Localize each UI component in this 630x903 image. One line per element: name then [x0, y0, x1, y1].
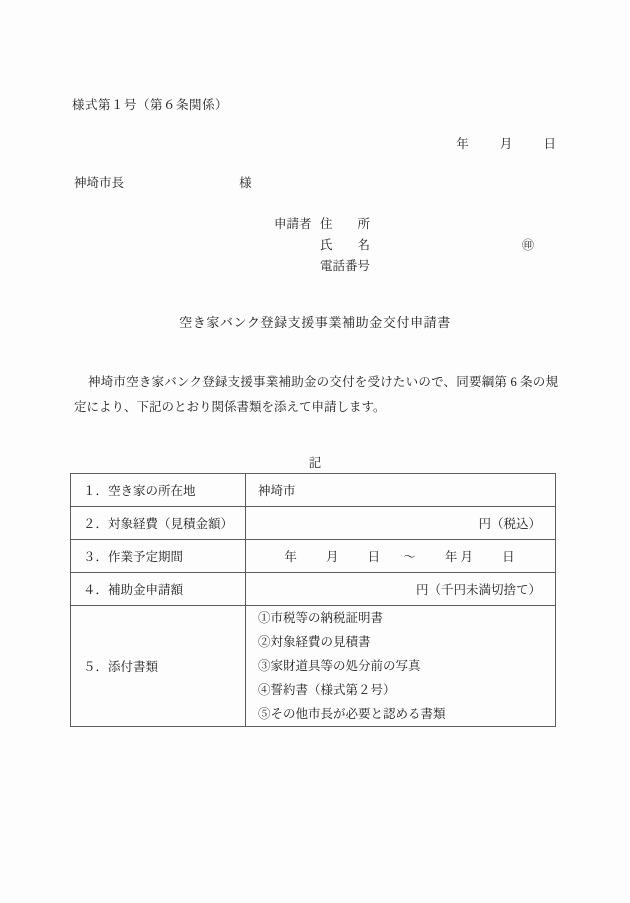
row-value-attachments — [246, 606, 556, 727]
row-value-target-cost[interactable]: 円（税込） — [246, 507, 556, 540]
table-row — [71, 540, 556, 573]
attachment-list — [258, 606, 541, 726]
list-item: ①市税等の納税証明書 — [258, 611, 384, 625]
list-item: ④誓約書（様式第２号） — [258, 683, 396, 697]
addressee-honorific: 様 — [239, 176, 252, 190]
row-label-work-period: ３．作業予定期間 — [71, 540, 246, 573]
row-value-subsidy-amount[interactable]: 円（千円未満切捨て） — [246, 573, 556, 606]
applicant-address-row — [274, 214, 534, 235]
row-label-location: １．空き家の所在地 — [71, 474, 246, 507]
table-row — [71, 474, 556, 507]
list-item: ③家財道具等の処分前の写真 — [258, 659, 421, 673]
applicant-phone-row — [274, 256, 534, 277]
row-label-attachments: ５．添付書類 — [71, 606, 246, 727]
table-row — [71, 507, 556, 540]
date-day-label: 日 — [543, 137, 556, 151]
period-end-day: 日 — [502, 550, 515, 564]
addressee-recipient: 神埼市長 — [74, 176, 125, 190]
addressee-line — [74, 173, 252, 191]
seal-mark-icon: ㊞ — [522, 238, 535, 252]
list-item: ②対象経費の見積書 — [258, 635, 371, 649]
table-row — [71, 606, 556, 727]
form-number: 様式第１号（第６条関係） — [72, 98, 229, 112]
date-line — [456, 134, 556, 152]
row-label-target-cost: ２．対象経費（見積金額） — [71, 507, 246, 540]
date-year-label: 年 — [456, 137, 469, 151]
work-period-date-range — [284, 550, 514, 564]
period-start-year: 年 — [284, 550, 297, 564]
applicant-phone-label: 電話番号 — [320, 259, 371, 273]
period-tilde-separator: ～ — [403, 550, 416, 564]
applicant-lead-label: 申請者 — [274, 217, 312, 231]
document-title: 空き家バンク登録支援事業補助金交付申請書 — [179, 315, 451, 330]
row-value-location[interactable]: 神埼市 — [246, 474, 556, 507]
application-details-table — [70, 473, 556, 727]
period-start-day: 日 — [367, 550, 381, 564]
applicant-block — [274, 214, 534, 277]
row-label-subsidy-amount: ４．補助金申請額 — [71, 573, 246, 606]
period-end-month: 月 — [460, 550, 474, 564]
table-row — [71, 573, 556, 606]
body-paragraph: 神埼市空き家バンク登録支援事業補助金の交付を受けたいので、同要綱第 6 条の規定により、下記のとおり関係書類を添えて申請します。 — [74, 375, 558, 414]
list-item: ⑤その他市長が必要と認める書類 — [258, 707, 446, 721]
period-start-month: 月 — [325, 550, 339, 564]
applicant-name-row — [274, 235, 534, 256]
ki-marker: 記 — [308, 456, 322, 470]
row-value-work-period[interactable] — [246, 540, 556, 573]
applicant-name-label: 氏 名 — [320, 238, 371, 252]
period-end-year: 年 — [444, 550, 458, 564]
applicant-address-label: 住 所 — [320, 217, 371, 231]
date-month-label: 月 — [499, 137, 513, 151]
